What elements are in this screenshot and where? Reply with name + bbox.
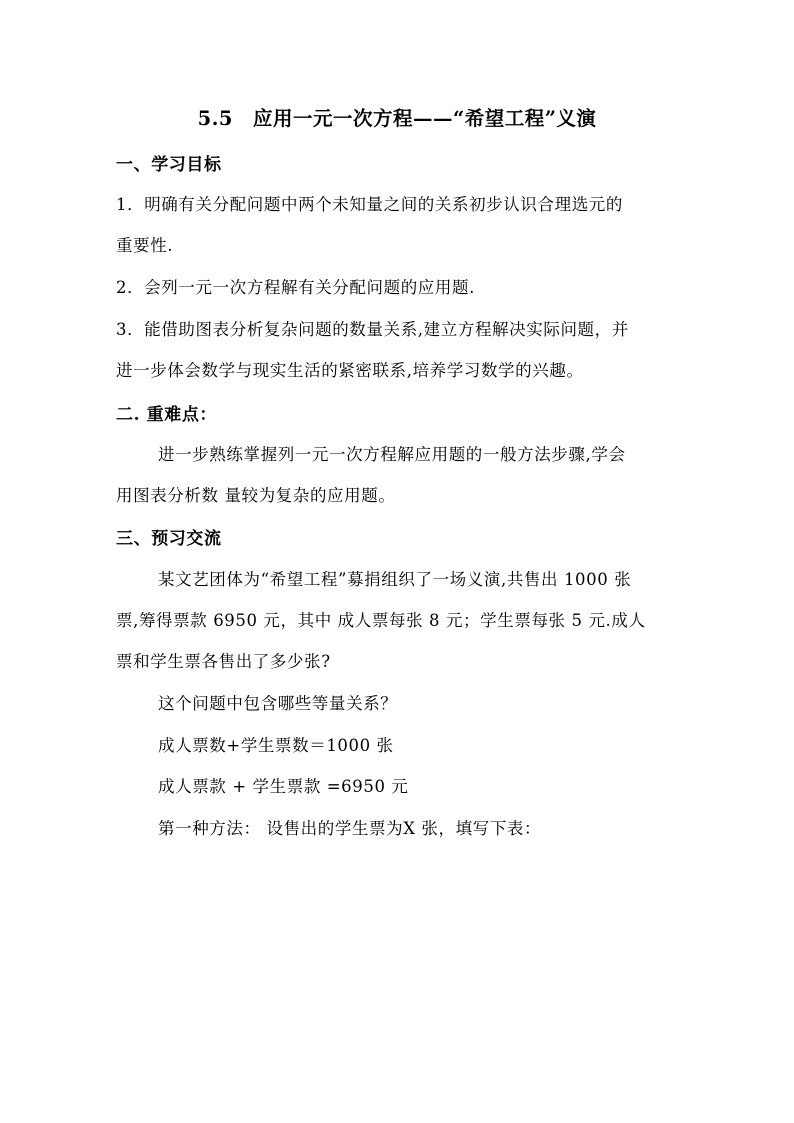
page-title: 5.5 应用一元一次方程——“希望工程”义演 [197, 107, 597, 130]
relation-1: 成人票数+学生票数＝1000 张 [158, 736, 394, 755]
preview-heading: 三、预习交流 [116, 529, 222, 549]
goal-3-line-2: 进一步体会数学与现实生活的紧密联系,培养学习数学的兴趣。 [116, 361, 584, 380]
goal-1-line-1: 1．明确有关分配问题中两个未知量之间的关系初步认识合理选元的 [116, 195, 623, 214]
key-points-line-2: 用图表分析数 量较为复杂的应用题。 [116, 486, 396, 505]
problem-line-2: 票,筹得票款 6950 元，其中 成人票每张 8 元；学生票每张 5 元.成人 [116, 611, 646, 630]
goal-3-line-1: 3．能借助图表分析复杂问题的数量关系,建立方程解决实际问题，并 [116, 320, 629, 339]
key-points-line-1: 进一步熟练掌握列一元一次方程解应用题的一般方法步骤,学会 [158, 445, 626, 464]
goal-2: 2．会列一元一次方程解有关分配问题的应用题. [116, 278, 475, 297]
goals-heading: 一、学习目标 [116, 155, 222, 175]
method-1-line: 第一种方法： 设售出的学生票为X 张，填写下表： [158, 819, 542, 838]
key-points-heading: 二. 重难点： [116, 405, 218, 425]
problem-line-3: 票和学生票各售出了多少张? [116, 652, 331, 671]
goal-1-line-2: 重要性. [116, 236, 174, 255]
problem-line-1: 某文艺团体为“希望工程”募捐组织了一场义演,共售出 1000 张 [158, 570, 632, 589]
relation-2: 成人票款 + 学生票款 =6950 元 [158, 777, 409, 796]
question-line: 这个问题中包含哪些等量关系？ [158, 694, 398, 713]
